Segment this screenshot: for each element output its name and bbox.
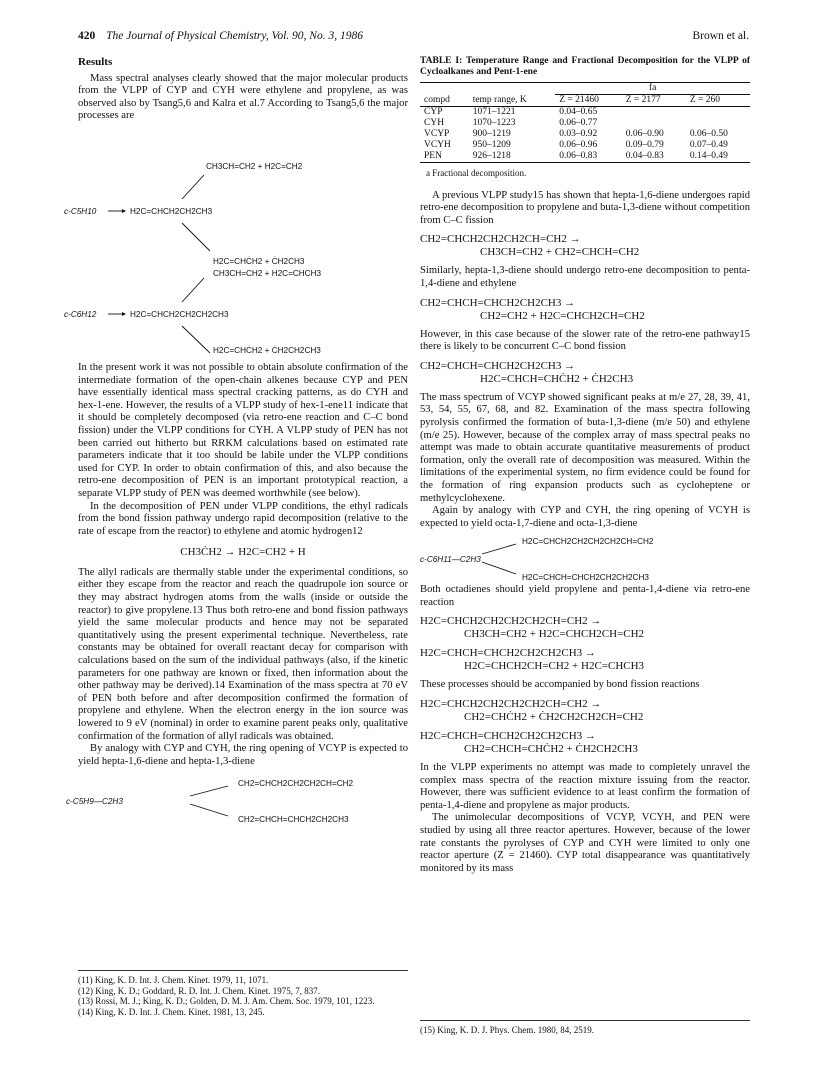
reference: (13) Rossi, M. J.; King, K. D.; Golden, D. M. J. Am. Chem. Soc. 1979, 101, 1223. bbox=[78, 996, 375, 1007]
cell: 1071–1221 bbox=[472, 107, 516, 117]
reference: (14) King, K. D. Int. J. Chem. Kinet. 1981, 13, 245. bbox=[78, 1006, 265, 1017]
paragraph: However, in this case because of the slower rate of the retro-ene pathway15 there is likely to be concurrent C–C bond fission bbox=[420, 328, 750, 353]
reaction-scheme-1 bbox=[64, 123, 408, 358]
cell: CYP bbox=[424, 107, 443, 117]
equation bbox=[420, 297, 750, 323]
footnote-references bbox=[78, 970, 408, 1017]
cell: 0.04–0.83 bbox=[625, 151, 664, 161]
cell bbox=[622, 107, 686, 119]
page-number: 420 bbox=[78, 30, 96, 42]
equation bbox=[420, 647, 750, 673]
cell: VCYH bbox=[424, 140, 451, 150]
cell: 1070–1223 bbox=[472, 118, 516, 128]
scheme-product: H2C=CHCH=CHCH2CH2CH2CH3 bbox=[522, 573, 649, 583]
paragraph: A previous VLPP study15 has shown that hepta-1,6-diene undergoes rapid retro-ene decomposition to propylene and buta-1,3-diene without competition from C–C fission bbox=[420, 189, 750, 226]
paragraph: These processes should be accompanied by bond fission reactions bbox=[420, 679, 700, 691]
equation-line: CH2=CH2 + H2C=CHCH2CH=CH2 bbox=[480, 309, 645, 322]
equation bbox=[420, 360, 750, 386]
equation bbox=[420, 615, 750, 641]
table-header-z: Z = 2177 bbox=[625, 95, 661, 105]
cell: VCYP bbox=[424, 129, 450, 139]
paragraph: Similarly, hepta-1,3-diene should undergo retro-ene decomposition to penta-1,4-diene and ethylene bbox=[420, 265, 750, 289]
cell: 900–1219 bbox=[472, 129, 511, 139]
footnote-reference-15 bbox=[420, 1020, 750, 1036]
table-header bbox=[469, 83, 556, 95]
equation bbox=[420, 233, 750, 259]
paragraph: Again by analogy with CYP and CYH, the ring opening of VCYH is expected to yield octa-1,7-diene and octa-1,3-diene bbox=[420, 505, 750, 529]
equation-line: H2C=CHCH=CHCH2CH2CH2CH3 → bbox=[420, 730, 596, 743]
cell: 0.06–0.83 bbox=[559, 151, 598, 161]
reference: (12) King, K. D.; Goddard, R. D. Int. J. Chem. Kinet. 1975, 7, 837. bbox=[78, 985, 320, 996]
cell: 0.06–0.50 bbox=[689, 129, 728, 139]
cell: CYH bbox=[424, 118, 445, 128]
cell: 0.06–0.77 bbox=[559, 118, 598, 128]
equation-line: CH2=CHCH=CHCH2CH2CH3 → bbox=[420, 359, 576, 372]
cell: 0.14–0.49 bbox=[689, 151, 728, 161]
table-row bbox=[420, 129, 750, 140]
cell: 950–1209 bbox=[472, 140, 511, 150]
equation-line: H2C=CHCH=CHCH2CH2CH2CH3 → bbox=[420, 647, 596, 660]
paragraph: By analogy with CYP and CYH, the ring opening of VCYP is expected to yield hepta-1,6-diene and hepta-1,3-diene bbox=[78, 743, 408, 767]
scheme-product: CH2=CHCH=CHCH2CH2CH3 bbox=[238, 815, 349, 825]
paragraph: Mass spectral analyses clearly showed that the major molecular products from the VLPP of CYP and CYH were ethylene and propylene, as was observed also by Tsang5,6 and Kalra et al.7 According to Tsang5,6 the major processes are bbox=[78, 72, 408, 122]
paragraph: In the VLPP experiments no attempt was made to completely unravel the complex mass spectra of the reaction mixture issuing from the reactor. However, there was sufficient evidence to at least confirm the formation of penta-1,4-diene and propylene as major products. bbox=[420, 762, 750, 811]
equation-line: H2C=CHCH2CH=CH2 + H2C=CHCH3 bbox=[464, 660, 645, 673]
paragraph: The allyl radicals are thermally stable under the experimental conditions, so either they escape from the reactor and reach the quadrupole ion source or they may abstract hydrogen atoms from the walls (inside or outside the reactor) to give propylene.13 Thus both retro-ene and bond fission pathways yield the same molecular products and hence may not be separated quantitatively using the present experimental technique. Nevertheless, rate constants may be obtained for overall reactant decay for comparison with calculations based on the sum of the individual pathways (also, if the kinetic parameters for one pathway are known or fixed, then information about the other pathway may be derived).14 Examination of the mass spectra at 70 eV of PEN both before and after decomposition confirmed the formation of propylene and ethylene. When the electron energy in the ion source was lowered to 9 eV (nominal) in order to examine parent peaks only, qualitative confirmation of the formation of allyl radicals was obtained. bbox=[78, 566, 408, 742]
table-row bbox=[420, 140, 750, 151]
scheme-product: CH3CH=CH2 + H2C=CH2 bbox=[206, 161, 303, 171]
equation-line: CH2=CHCH=CHCH2CH2CH3 → bbox=[420, 296, 576, 309]
table-row bbox=[420, 107, 750, 119]
right-column bbox=[420, 56, 750, 875]
cell: PEN bbox=[424, 151, 442, 161]
paragraph: The mass spectrum of VCYP showed significant peaks at m/e 27, 28, 39, 41, 53, 54, 55, 67, 68, and 82. Examination of the mass spectra following pyrolysis confirmed the formation of buta-1,3-diene (m/e 50) and ethylene (m/e 25). However, because of the complex array of mass spectral peaks no attempt was made to obtain accurate quantitative measurements of product formation, only the overall rate of decomposition was measured. Within the limitations of the experimental system, no firm evidence could be found for the formation of ring expansion products such as cycloheptene or methylcyclohexene. bbox=[420, 391, 750, 504]
scheme-intermediate: H2C=CHCH2CH2CH2CH3 bbox=[130, 309, 229, 319]
scheme-product: CH2=CHCH2CH2CH2CH=CH2 bbox=[238, 779, 354, 789]
equation-line: CH3CH=CH2 + H2C=CHCH2CH=CH2 bbox=[464, 628, 645, 641]
data-table bbox=[420, 82, 750, 163]
cell bbox=[686, 107, 750, 119]
left-column bbox=[64, 56, 408, 830]
equation bbox=[420, 698, 750, 724]
table-header-temp: temp range, K bbox=[472, 94, 527, 105]
cell: 0.04–0.65 bbox=[559, 107, 598, 117]
reference: (11) King, K. D. Int. J. Chem. Kinet. 1979, 11, 1071. bbox=[78, 975, 269, 985]
scheme-product: H2C=CHCH2CH2CH2CH2CH=CH2 bbox=[522, 537, 654, 547]
table-header-compd: compd bbox=[424, 94, 450, 105]
running-authors: Brown et al. bbox=[692, 30, 749, 42]
table-header-z: Z = 260 bbox=[689, 95, 720, 105]
equation bbox=[420, 730, 750, 756]
reaction-scheme-3 bbox=[420, 532, 750, 584]
reaction-scheme-2 bbox=[66, 772, 408, 830]
cell: 0.07–0.49 bbox=[689, 140, 728, 150]
equation-ethyl: CH3ĊH2 → H2C=CH2 + H bbox=[180, 546, 306, 559]
cell: 0.09–0.79 bbox=[625, 140, 664, 150]
scheme-reactant: c-C6H12 bbox=[64, 309, 97, 319]
scheme-reactant: c-C6H11—C2H3 bbox=[420, 555, 481, 565]
cell bbox=[622, 118, 686, 129]
equation-line: H2C=CHCH2CH2CH2CH2CH=CH2 → bbox=[420, 698, 602, 711]
scheme-reactant: c-C5H10 bbox=[64, 206, 97, 216]
page-header bbox=[78, 30, 749, 46]
equation-line: H2C=CHCH=CHĊH2 + ĊH2CH3 bbox=[480, 372, 634, 385]
table-header-f: fa bbox=[555, 83, 750, 95]
paragraph: In the decomposition of PEN under VLPP conditions, the ethyl radicals from the bond fission pathway undergo rapid decomposition (relative to the rate of escape from the reactor) to ethylene and atomic hydrogen12 bbox=[78, 500, 408, 537]
paragraph: Both octadienes should yield propylene and penta-1,4-diene via retro-ene reaction bbox=[420, 584, 750, 608]
scheme-product: H2C=CHĊH2 + ĊH2CH2CH3 bbox=[213, 345, 321, 355]
table-title: TABLE I: Temperature Range and Fractional Decomposition for the VLPP of Cycloalkanes and Pent-1-ene bbox=[420, 56, 750, 77]
table-row bbox=[420, 118, 750, 129]
equation-line: H2C=CHCH2CH2CH2CH2CH=CH2 → bbox=[420, 615, 602, 628]
scheme-product: H2C=CHĊH2 + ĊH2CH3 bbox=[213, 256, 305, 266]
cell: 0.06–0.96 bbox=[559, 140, 598, 150]
cell: 926–1218 bbox=[472, 151, 511, 161]
scheme-1-arrows bbox=[78, 123, 408, 358]
table-footnote: a Fractional decomposition. bbox=[426, 168, 527, 178]
table-header bbox=[420, 83, 469, 95]
table-header-z: Z = 21460 bbox=[559, 95, 599, 105]
scheme-product: CH3CH=CH2 + H2C=CHCH3 bbox=[213, 268, 322, 278]
cell: 0.03–0.92 bbox=[559, 129, 598, 139]
equation-line: CH3CH=CH2 + CH2=CHCH=CH2 bbox=[480, 246, 640, 259]
paragraph: The unimolecular decompositions of VCYP, VCYH, and PEN were studied by using all three reactor apertures. However, because of the lower rate constants the pyrolyses of CYP and CYH were limited to only one reactor aperture (Z = 21460). CYP total disappearance was quantitatively monitored by its mass bbox=[420, 812, 750, 874]
table-row bbox=[420, 151, 750, 163]
paragraph: In the present work it was not possible to obtain absolute confirmation of the intermediate formation of the open-chain alkenes because CYP and PEN have essentially identical mass spectral cracking patterns, as do CYH and hex-1-ene. However, the results of a VLPP study of hex-1-ene11 indicate that it should be completely decomposed (via retro-ene reaction and C–C bond fission) under the VLPP conditions for CYH. A VLPP study of PEN has not been carried out hitherto but RRKM calculations based on estimated rate parameters indicate that it too should be labile under the VLPP conditions used for CYP. In order to obtain confirmation of this, and also because the retro-ene decomposition of PEN is an important prototypical reaction, a separate VLPP study of PEN was deemed worthwhile (see below). bbox=[78, 361, 408, 499]
scheme-intermediate: H2C=CHCH2CH2CH3 bbox=[130, 206, 213, 216]
cell bbox=[686, 118, 750, 129]
reference: (15) King, K. D. J. Phys. Chem. 1980, 84, 2519. bbox=[420, 1025, 595, 1035]
section-heading: Results bbox=[78, 56, 113, 68]
equation-line: CH2=CHĊH2 + ĊH2CH2CH2CH=CH2 bbox=[464, 711, 644, 724]
cell: 0.06–0.90 bbox=[625, 129, 664, 139]
scheme-reactant: c-C5H9—C2H3 bbox=[66, 797, 123, 807]
equation-line: CH2=CHCH=CHĊH2 + ĊH2CH2CH3 bbox=[464, 743, 638, 756]
journal-citation: The Journal of Physical Chemistry, Vol. 90, No. 3, 1986 bbox=[106, 30, 363, 42]
equation-line: CH2=CHCH2CH2CH2CH=CH2 → bbox=[420, 233, 581, 246]
